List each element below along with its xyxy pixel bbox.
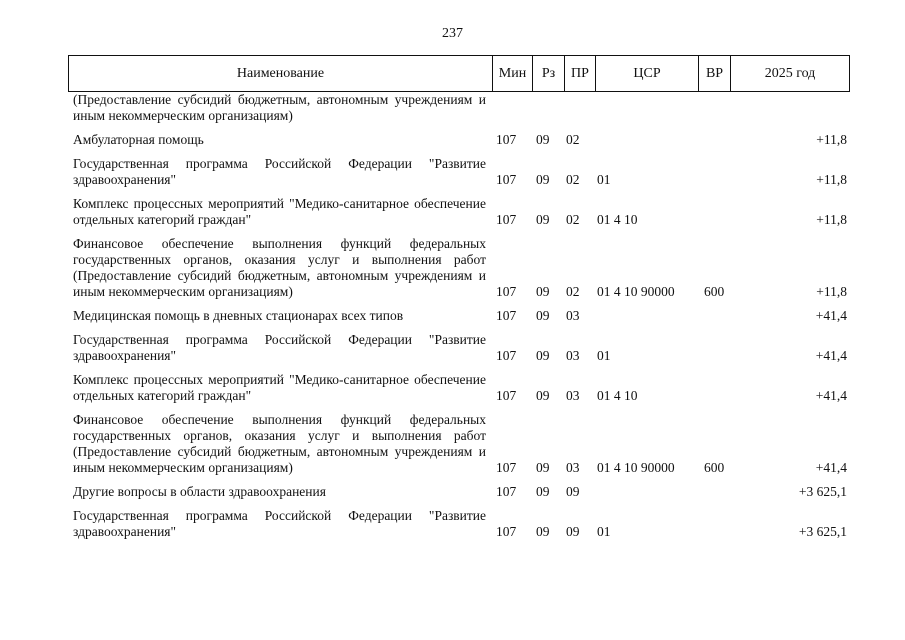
- row-csr: 01 4 10 90000: [597, 460, 675, 475]
- row-pr: 02: [566, 284, 580, 299]
- row-rz: 09: [536, 460, 550, 475]
- row-rz: 09: [536, 132, 550, 147]
- row-name: Финансовое обеспечение выполнения функций федеральных государственных органов, оказания услуг и выполнения работ (Предоставление субсидий бюджетным, автономным учреждениям и иным некоммерческим организациям): [73, 236, 486, 299]
- row-min: 107: [496, 308, 517, 323]
- row-name: Комплекс процессных мероприятий "Медико-санитарное обеспечение отдельных категорий граждан": [73, 372, 486, 403]
- row-rz: 09: [536, 172, 550, 187]
- row-rz: 09: [536, 212, 550, 227]
- row-pr: 09: [566, 484, 580, 499]
- row-rz: 09: [536, 484, 550, 499]
- table-row: [68, 132, 850, 148]
- row-csr: 01: [597, 524, 611, 539]
- table-row: [68, 236, 850, 300]
- table-row: [68, 156, 850, 188]
- row-name: Государственная программа Российской Федерации "Развитие здравоохранения": [73, 508, 486, 539]
- row-min: 107: [496, 524, 517, 539]
- row-csr: 01: [597, 348, 611, 363]
- row-value: +41,4: [815, 348, 847, 363]
- row-csr: 01: [597, 172, 611, 187]
- row-vr: 600: [704, 284, 725, 299]
- table-row: [68, 92, 850, 124]
- row-rz: 09: [536, 308, 550, 323]
- row-value: +41,4: [815, 460, 847, 475]
- row-min: 107: [496, 348, 517, 363]
- row-min: 107: [496, 460, 517, 475]
- row-rz: 09: [536, 524, 550, 539]
- row-value: +11,8: [816, 284, 847, 299]
- row-value: +11,8: [816, 132, 847, 147]
- row-csr: 01 4 10 90000: [597, 284, 675, 299]
- page-number: 237: [442, 26, 463, 41]
- row-value: +3 625,1: [798, 484, 847, 499]
- row-csr: 01 4 10: [597, 388, 638, 403]
- table-row: [68, 196, 850, 228]
- table-row: [68, 332, 850, 364]
- row-pr: 03: [566, 460, 580, 475]
- header-pr: ПР: [565, 56, 596, 91]
- row-name: (Предоставление субсидий бюджетным, автономным учреждениям и иным некоммерческим организациям): [73, 92, 486, 123]
- row-vr: 600: [704, 460, 725, 475]
- row-pr: 03: [566, 308, 580, 323]
- row-value: +11,8: [816, 212, 847, 227]
- table-row: [68, 412, 850, 476]
- table-header: [68, 55, 850, 92]
- row-name: Финансовое обеспечение выполнения функций федеральных государственных органов, оказания услуг и выполнения работ (Предоставление субсидий бюджетным, автономным учреждениям и иным некоммерческим организациям): [73, 412, 486, 475]
- row-pr: 02: [566, 132, 580, 147]
- row-value: +41,4: [815, 308, 847, 323]
- row-rz: 09: [536, 388, 550, 403]
- row-pr: 03: [566, 348, 580, 363]
- row-pr: 02: [566, 172, 580, 187]
- row-min: 107: [496, 484, 517, 499]
- row-pr: 09: [566, 524, 580, 539]
- table-row: [68, 508, 850, 540]
- row-name: Государственная программа Российской Федерации "Развитие здравоохранения": [73, 156, 486, 187]
- row-value: +41,4: [815, 388, 847, 403]
- row-min: 107: [496, 212, 517, 227]
- row-pr: 02: [566, 212, 580, 227]
- row-name: Государственная программа Российской Федерации "Развитие здравоохранения": [73, 332, 486, 363]
- header-year: 2025 год: [764, 65, 816, 81]
- row-min: 107: [496, 388, 517, 403]
- row-name: Медицинская помощь в дневных стационарах всех типов: [73, 308, 404, 323]
- row-value: +3 625,1: [798, 524, 847, 539]
- table-body: [68, 92, 850, 540]
- row-pr: 03: [566, 388, 580, 403]
- table-row: [68, 484, 850, 500]
- row-min: 107: [496, 284, 517, 299]
- row-min: 107: [496, 172, 517, 187]
- row-value: +11,8: [816, 172, 847, 187]
- header-name: Наименование: [69, 56, 493, 91]
- budget-table: [68, 55, 850, 548]
- row-name: Другие вопросы в области здравоохранения: [73, 484, 326, 499]
- header-rz: Рз: [533, 56, 565, 91]
- row-name: Амбулаторная помощь: [73, 132, 204, 147]
- table-row: [68, 308, 850, 324]
- header-vr: ВР: [699, 56, 731, 91]
- table-row: [68, 372, 850, 404]
- row-rz: 09: [536, 284, 550, 299]
- row-min: 107: [496, 132, 517, 147]
- row-rz: 09: [536, 348, 550, 363]
- row-csr: 01 4 10: [597, 212, 638, 227]
- row-name: Комплекс процессных мероприятий "Медико-санитарное обеспечение отдельных категорий граждан": [73, 196, 486, 227]
- header-min: Мин: [493, 56, 533, 91]
- header-csr: ЦСР: [596, 56, 699, 91]
